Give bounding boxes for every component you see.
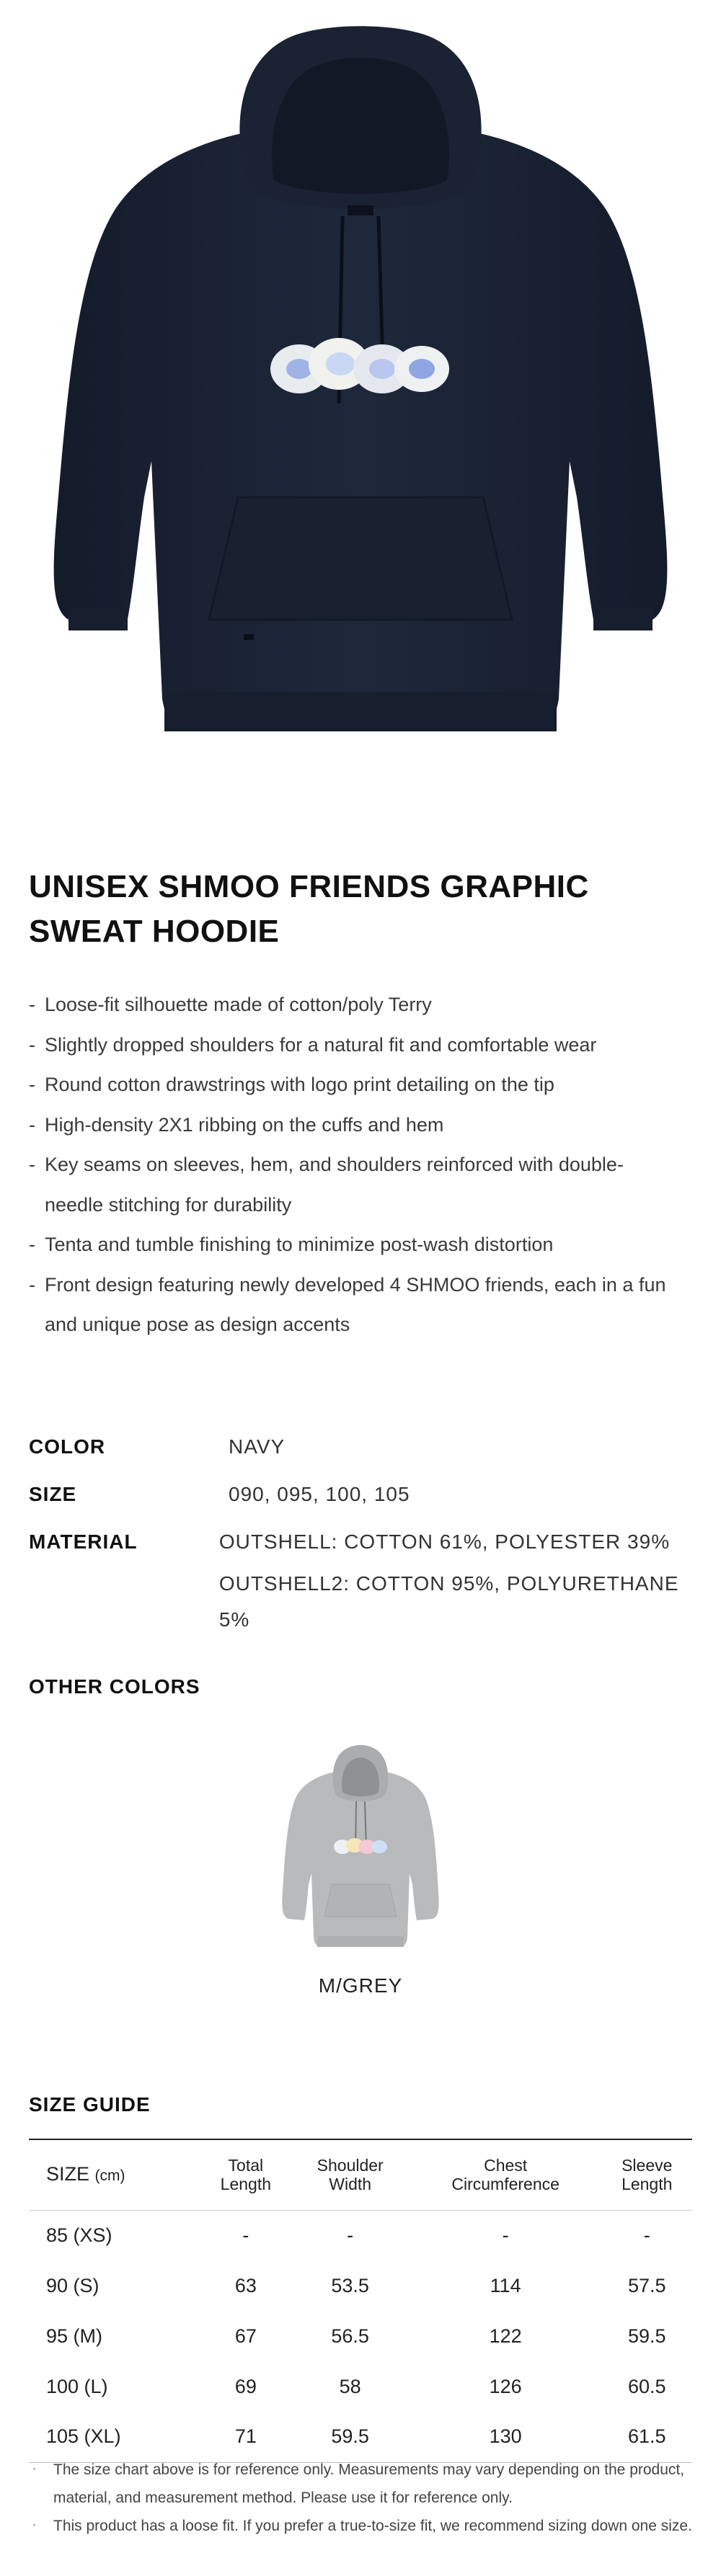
table-row	[29, 2412, 692, 2462]
spec-material-line1: OUTSHELL: COTTON 61%, POLYESTER 39%	[218, 1530, 671, 1553]
table-row	[29, 2311, 692, 2361]
feature-item: - Round cotton drawstrings with logo print detailing on the tip	[29, 1065, 707, 1105]
header-shoulder-line2: Width	[329, 2175, 372, 2194]
feature-item: - Loose-fit silhouette made of cotton/poly Terry	[29, 985, 707, 1025]
size-note: · This product has a loose fit. If you prefer a true-to-size fit, we recommend sizing down one size.	[29, 2512, 707, 2540]
header-size	[29, 2139, 200, 2210]
feature-item: - Front design featuring newly developed 4 SHMOO friends, each in a fun and unique pose as design accents	[29, 1265, 707, 1345]
header-shoulder-line1: Shoulder	[317, 2156, 384, 2175]
spec-material-row	[29, 1518, 692, 1638]
cell-shoulder-width: -	[347, 2224, 354, 2246]
cell-size: 85 (XS)	[46, 2224, 112, 2246]
header-total-length-line2: Length	[220, 2175, 272, 2194]
header-total-length-line1: Total	[228, 2156, 264, 2175]
header-total-length	[200, 2139, 291, 2210]
cell-total-length: -	[242, 2224, 249, 2246]
header-sleeve-length	[601, 2139, 692, 2210]
spec-size-label: SIZE	[29, 1483, 77, 1505]
product-specs	[29, 1423, 692, 1638]
cell-sleeve-length: 57.5	[627, 2274, 666, 2296]
size-notes	[29, 2456, 707, 2540]
spec-color-value: NAVY	[229, 1435, 286, 1458]
cell-chest: 126	[489, 2375, 522, 2397]
cell-shoulder-width: 56.5	[331, 2325, 369, 2347]
cell-chest: 130	[410, 2412, 602, 2462]
size-note-line: material, and measurement method. Please use it for reference only.	[53, 2490, 513, 2506]
size-guide-table	[29, 2139, 692, 2463]
feature-item: - High-density 2X1 ribbing on the cuffs and hem	[29, 1105, 707, 1146]
cell-chest: 122	[489, 2325, 522, 2347]
cell-shoulder-width: 59.5	[291, 2412, 410, 2462]
spec-size-value: 090, 095, 100, 105	[229, 1483, 410, 1505]
header-unit-label: (cm)	[94, 2167, 125, 2184]
cell-shoulder-width: 53.5	[331, 2274, 369, 2296]
spec-material-label: MATERIAL	[29, 1530, 138, 1553]
size-note-line: The size chart above is for reference only. Measurements may vary depending on the product,	[53, 2461, 685, 2478]
spec-color-row	[29, 1423, 692, 1471]
cell-chest: -	[502, 2224, 509, 2246]
header-shoulder-width	[291, 2139, 410, 2210]
feature-item: - Slightly dropped shoulders for a natural fit and comfortable wear	[29, 1025, 707, 1066]
spec-size-row	[29, 1471, 692, 1518]
product-title-line2: SWEAT HOODIE	[29, 914, 280, 949]
feature-item: - Tenta and tumble finishing to minimize post-wash distortion	[29, 1225, 707, 1265]
color-swatch-grey[interactable]	[274, 1740, 447, 1956]
header-chest-line1: Chest	[484, 2156, 528, 2175]
cell-sleeve-length: 61.5	[601, 2412, 692, 2462]
header-size-label: SIZE	[46, 2162, 90, 2185]
header-chest	[410, 2139, 602, 2210]
spec-color-label: COLOR	[29, 1435, 106, 1458]
size-guide-title: SIZE GUIDE	[29, 2093, 151, 2116]
grey-hoodie-thumbnail	[274, 1740, 447, 1956]
header-chest-line2: Circumference	[451, 2175, 559, 2194]
cell-size: 90 (S)	[46, 2274, 99, 2296]
size-note	[29, 2456, 707, 2512]
cell-total-length: 69	[234, 2375, 257, 2397]
other-colors-title: OTHER COLORS	[29, 1675, 200, 1698]
header-sleeve-line2: Length	[622, 2175, 673, 2194]
product-title	[29, 865, 678, 954]
spec-material-value	[219, 1518, 692, 1638]
feature-list	[29, 985, 707, 1345]
cell-sleeve-length: 60.5	[627, 2375, 666, 2397]
table-row	[29, 2210, 692, 2260]
cell-chest: 114	[490, 2274, 521, 2296]
cell-size: 100 (L)	[46, 2375, 108, 2397]
cell-size: 105 (XL)	[29, 2412, 200, 2462]
cell-sleeve-length: -	[643, 2224, 650, 2246]
header-sleeve-line1: Sleeve	[622, 2156, 673, 2175]
product-title-line1: UNISEX SHMOO FRIENDS GRAPHIC	[29, 869, 589, 904]
product-hero-image	[0, 0, 721, 829]
feature-item: - Key seams on sleeves, hem, and shoulders reinforced with double-needle stitching for durability	[29, 1145, 707, 1225]
spec-material-line2: OUTSHELL2: COTTON 95%, POLYURETHANE 5%	[218, 1572, 679, 1631]
cell-size: 95 (M)	[46, 2325, 103, 2347]
cell-total-length: 67	[234, 2325, 257, 2347]
table-row	[29, 2260, 692, 2311]
size-table-header	[29, 2139, 692, 2210]
cell-total-length: 71	[200, 2412, 291, 2462]
table-row	[29, 2361, 692, 2412]
cell-shoulder-width: 58	[339, 2375, 361, 2397]
color-swatch-label[interactable]: M/GREY	[318, 1974, 403, 1997]
cell-sleeve-length: 59.5	[627, 2325, 666, 2347]
cell-total-length: 63	[234, 2274, 257, 2296]
